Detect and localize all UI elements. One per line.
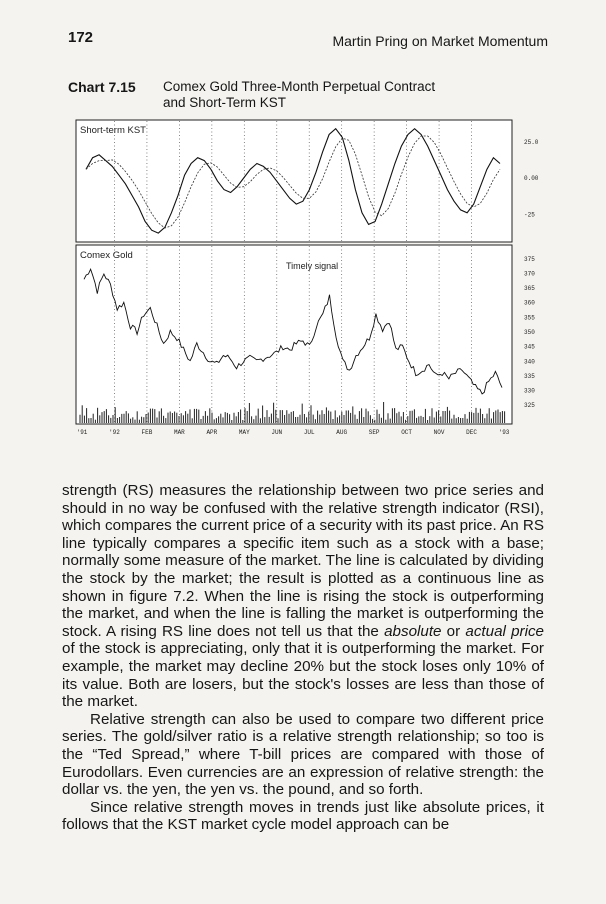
- x-tick-label: NOV: [433, 429, 445, 436]
- running-title: Martin Pring on Market Momentum: [332, 33, 548, 49]
- figure-title: [163, 79, 523, 111]
- page-number: 172: [68, 29, 94, 46]
- x-tick-label: '93: [498, 429, 510, 436]
- gold-y-tick: 350: [524, 329, 535, 336]
- x-tick-label: '92: [109, 429, 120, 436]
- figure-title-line-2: and Short-Term KST: [163, 95, 287, 110]
- x-tick-label: OCT: [401, 429, 413, 436]
- figure-title-line-1: Comex Gold Three-Month Perpetual Contract: [163, 79, 436, 94]
- gold-y-tick: 335: [524, 372, 535, 380]
- kst-y-tick: -25: [524, 211, 535, 219]
- gold-y-tick: 365: [524, 285, 535, 293]
- gold-y-tick: 345: [524, 343, 535, 351]
- gold-panel-frame: [76, 245, 512, 424]
- timely-signal-annotation: Timely signal: [286, 261, 339, 271]
- figure-number: Chart 7.15: [68, 79, 136, 95]
- gold-y-tick: 330: [524, 387, 535, 395]
- x-tick-label: DEC: [466, 429, 477, 436]
- kst-y-tick: 0.00: [524, 175, 539, 182]
- gold-y-tick: 325: [524, 402, 535, 410]
- paragraph-3: Since relative strength moves in trends just like absolute prices, it follows that the KST market cycle model approach can be: [62, 798, 544, 834]
- x-tick-label: JUL: [303, 429, 315, 436]
- x-tick-label: MAR: [173, 429, 185, 436]
- x-tick-label: FEB: [141, 429, 153, 436]
- x-tick-label: JUN: [271, 429, 283, 436]
- x-tick-label: '91: [76, 429, 88, 436]
- chart-figure: [72, 116, 544, 442]
- gold-panel-title: Comex Gold: [80, 250, 133, 261]
- kst-panel-frame: [76, 120, 512, 242]
- body-text: [62, 482, 544, 834]
- paragraph-2: Relative strength can also be used to compare two different price series. The gold/silver ratio is a relative strength relationship; so too is the “Ted Spread,” where T-bill prices are compared with those of Eurodollars. Even currencies are an expression of relative strength: the dollar vs. the yen, the yen vs. the pound, and so forth.: [62, 710, 544, 799]
- chart-svg: [72, 116, 544, 442]
- x-tick-label: APR: [206, 429, 218, 436]
- x-tick-label: MAY: [238, 429, 250, 436]
- kst-y-tick: 25.0: [524, 138, 539, 146]
- kst-panel-title: Short-term KST: [80, 125, 146, 136]
- gold-y-tick: 355: [524, 314, 535, 322]
- x-tick-label: AUG: [336, 429, 348, 436]
- gold-y-tick: 375: [524, 255, 535, 263]
- gold-y-tick: 360: [524, 299, 535, 307]
- gold-y-tick: 370: [524, 270, 535, 278]
- gold-y-tick: 340: [524, 358, 535, 366]
- paragraph-1: strength (RS) measures the relationship between two price series and should in no way be confused with the relative strength indicator (RSI), which compares the current price of a security with its past price. An RS line typically compares a specific item such as a stock with a base; normally some measure of the market. The line is calculated by dividing the stock by the market; the result is plotted as a continuous line as shown in figure 7.2. When the line is rising the stock is outperforming the market, and when the line is falling the market is outperforming the stock. A rising RS line does not tell us that the absolute or actual price of the stock is appreciating, only that it is outperforming the market. For example, the market may decline 20% but the stock loses only 10% of its value. Both are losers, but the stock's losses are less than those of the market.: [62, 482, 544, 711]
- x-tick-label: SEP: [368, 429, 380, 436]
